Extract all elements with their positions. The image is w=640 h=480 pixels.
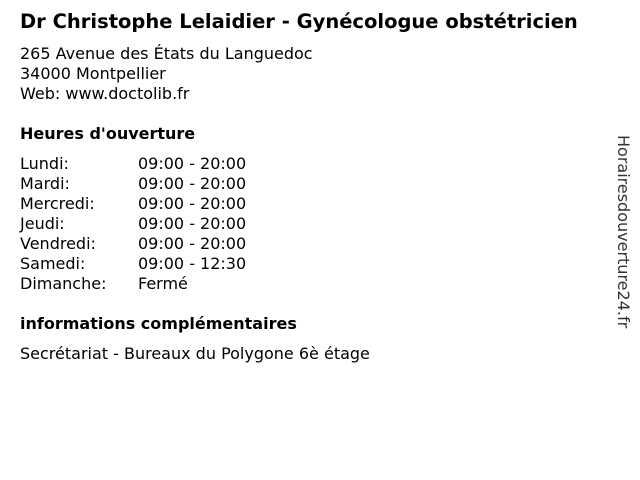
hours-time: 09:00 - 12:30	[138, 254, 247, 273]
address-street: 265 Avenue des États du Languedoc	[20, 44, 313, 63]
page-title: Dr Christophe Lelaidier - Gynécologue obstétricien	[20, 10, 578, 33]
hours-row-mercredi	[20, 194, 246, 214]
address-block	[20, 44, 313, 104]
hours-day: Jeudi:	[20, 214, 65, 233]
hours-row-mardi	[20, 174, 246, 194]
hours-day: Samedi:	[20, 254, 86, 273]
hours-heading: Heures d'ouverture	[20, 124, 196, 143]
hours-day: Vendredi:	[20, 234, 96, 253]
hours-day: Lundi:	[20, 154, 69, 173]
hours-row-samedi	[20, 254, 246, 274]
info-heading: informations complémentaires	[20, 314, 297, 333]
hours-time: 09:00 - 20:00	[138, 234, 247, 253]
hours-time: 09:00 - 20:00	[138, 154, 247, 173]
hours-row-dimanche	[20, 274, 246, 294]
hours-time: Fermé	[138, 274, 188, 293]
address-city: 34000 Montpellier	[20, 64, 166, 83]
hours-time: 09:00 - 20:00	[138, 194, 247, 213]
hours-row-jeudi	[20, 214, 246, 234]
hours-row-vendredi	[20, 234, 246, 254]
hours-time: 09:00 - 20:00	[138, 214, 247, 233]
site-watermark: Horairesdouverture24.fr	[614, 135, 633, 329]
hours-day: Mercredi:	[20, 194, 95, 213]
hours-table	[20, 154, 246, 294]
website-line: Web: www.doctolib.fr	[20, 84, 190, 103]
hours-day: Mardi:	[20, 174, 70, 193]
hours-time: 09:00 - 20:00	[138, 174, 247, 193]
info-text: Secrétariat - Bureaux du Polygone 6è étage	[20, 344, 370, 363]
hours-row-lundi	[20, 154, 246, 174]
hours-day: Dimanche:	[20, 274, 107, 293]
